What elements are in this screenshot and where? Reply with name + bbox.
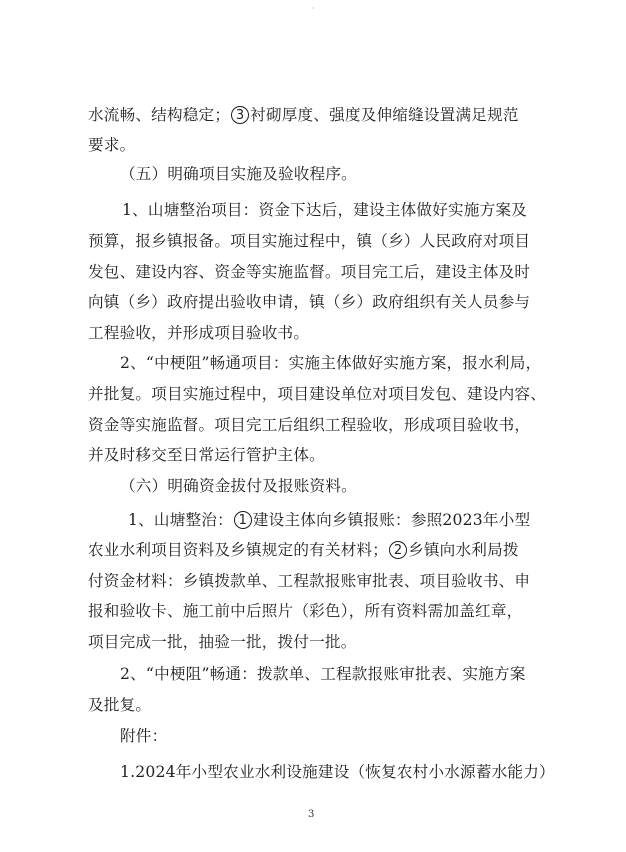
line-1-post: 衬砌厚度、强度及伸缩缝设置满足规范 (250, 106, 519, 124)
text-line-5: 预算，报乡镇报备。项目实施过程中，镇（乡）人民政府对项目 (88, 232, 531, 250)
section-heading-5: （五）明确项目实施及验收程序。 (120, 165, 357, 183)
text-line-6: 发包、建设内容、资金等实施监督。项目完工后，建设主体及时 (88, 263, 531, 281)
text-line-17: 报和验收卡、施工前中后照片（彩色），所有资料需加盖红章， (88, 602, 523, 620)
line-14-pre: 1、山塘整治： (128, 511, 233, 529)
text-line-18: 项目完成一批，抽验一批，拨付一批。 (88, 633, 357, 651)
page-number: 3 (308, 809, 315, 820)
circled-number-2: 2 (389, 541, 407, 559)
text-line-1 (88, 105, 519, 125)
line-15-post: 乡镇向水利局拨 (408, 541, 519, 559)
circled-number-3: 3 (231, 106, 249, 124)
text-line-16: 付资金材料：乡镇拨款单、工程款报账审批表、项目验收书、申 (88, 572, 531, 590)
section-heading-6: （六）明确资金拔付及报账资料。 (120, 477, 357, 495)
text-line-12: 并及时移交至日常运行管护主体。 (88, 446, 325, 464)
text-line-8: 工程验收，并形成项目验收书。 (88, 324, 310, 342)
line-15-pre: 农业水利项目资料及乡镇规定的有关材料； (88, 541, 389, 559)
top-mark: · (312, 4, 315, 13)
text-line-4: 1、山塘整治项目：资金下达后，建设主体做好实施方案及 (122, 201, 527, 219)
line-14-post: 建设主体向乡镇报账：参照2023年小型 (252, 511, 531, 529)
text-line-15 (88, 540, 519, 560)
text-line-20: 及批复。 (88, 696, 152, 714)
attachment-item-1: 1.2024年小型农业水利设施建设（恢复农村小水源蓄水能力） (120, 763, 555, 781)
text-line-19: 2、“中梗阻”畅通：拨款单、工程款报账审批表、实施方案 (120, 665, 526, 683)
text-line-10: 并批复。项目实施过程中，项目建设单位对项目发包、建设内容、 (88, 385, 547, 403)
text-line-9: 2、“中梗阻”畅通项目：实施主体做好实施方案，报水利局， (120, 354, 542, 372)
circled-number-1: 1 (234, 511, 252, 529)
text-line-11: 资金等实施监督。项目完工后组织工程验收，形成项目验收书， (88, 416, 531, 434)
text-line-7: 向镇（乡）政府提出验收申请，镇（乡）政府组织有关人员参与 (88, 293, 531, 311)
attachment-label: 附件： (120, 727, 168, 745)
text-line-2: 要求。 (88, 136, 136, 154)
text-line-14 (128, 510, 530, 530)
line-1-pre: 水流畅、结构稳定； (88, 106, 231, 124)
